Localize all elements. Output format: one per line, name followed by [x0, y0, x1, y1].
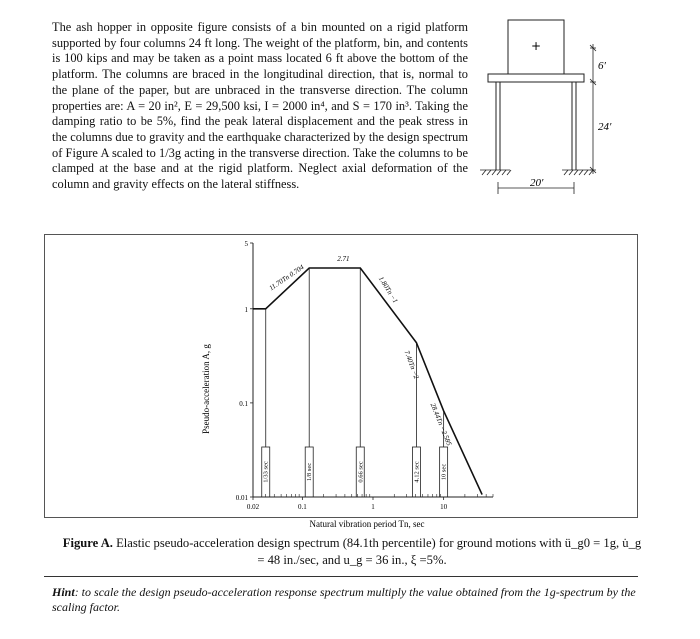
x-tick-label: 1 [371, 503, 375, 511]
hint-divider [44, 576, 638, 577]
hint-label: Hint [52, 585, 75, 599]
y-tick-label: 0.1 [239, 399, 248, 408]
x-tick-label: 10 [440, 503, 448, 511]
period-marker-label: 1/33 sec [262, 461, 270, 483]
dim-width: 20′ [530, 177, 544, 189]
x-axis-title: Natural vibration period Tn, sec [309, 519, 425, 529]
period-marker-label: 4.12 sec [413, 461, 421, 483]
hint-box [52, 585, 642, 615]
right-ground-hatch [562, 170, 593, 175]
y-tick-label: 5 [244, 240, 248, 248]
y-tick-label: 0.01 [235, 494, 248, 502]
frame-diagram [478, 12, 648, 212]
period-marker-label: 10 sec [440, 463, 448, 481]
period-marker-label: 0.66 sec [357, 461, 365, 483]
dim-column-height: 24′ [598, 121, 612, 133]
period-marker-label: 1/8 sec [306, 462, 314, 482]
plateau-label: 2.71 [337, 255, 350, 264]
dim-bin-height: 6′ [598, 60, 606, 72]
x-tick-label: 0.02 [246, 503, 260, 511]
x-tick-label: 0.1 [297, 503, 307, 511]
spectrum-svg [45, 235, 637, 529]
segment1-label: 11.70Tn 0.704 [267, 263, 306, 293]
mass-marker: + [530, 39, 542, 53]
platform [488, 74, 584, 82]
caption-label: Figure A. [62, 536, 113, 550]
left-ground-hatch [480, 170, 511, 175]
hint-text: : to scale the design pseudo-acceleration response spectrum multiply the value obtained from the 1g-spectrum by the scaling factor. [52, 585, 636, 614]
figure-caption [60, 535, 644, 569]
problem-statement [52, 20, 468, 193]
caption-text: Elastic pseudo-acceleration design spectrum (84.1th percentile) for ground motions with ü_g0 = 1g, u̇_g = 48 in./sec, and u_g = 36 in., ξ =5%. [116, 536, 642, 567]
y-tick-label: 1 [244, 305, 248, 314]
segment4-label: 28.44Tn −2.585 [428, 401, 454, 447]
spectrum-chart [44, 234, 638, 529]
segment2-label: 1.80Tn −1 [376, 275, 400, 305]
problem-text: The ash hopper in opposite figure consists of a bin mounted on a rigid platform supported by four columns 24 ft long. The weight of the platform, bin, and contents is 100 kips and may be taken as a point mass located 6 ft above the bottom of the platform. The columns are braced in the longitudinal direction, that is, normal to the plane of the paper, but are unbraced in the transverse direction. The column properties are: A = 20 in², E = 29,500 ksi, I = 2000 in⁴, and S = 170 in³. Taking the damping ratio to be 5%, find the peak lateral displacement and the peak stress in the columns due to gravity and the earthquake characterized by the design spectrum of Figure A scaled to 1/3g acting in the transverse direction. Take the columns to be clamped at the base and at the rigid platform. Neglect axial deformation of the column and gravity effects on the lateral stiffness. [52, 20, 468, 192]
chart-plot-area [236, 240, 493, 511]
segment3-label: 7.40Tn −2 [402, 349, 421, 381]
y-axis-title: Pseudo-acceleration A, g [201, 344, 211, 434]
